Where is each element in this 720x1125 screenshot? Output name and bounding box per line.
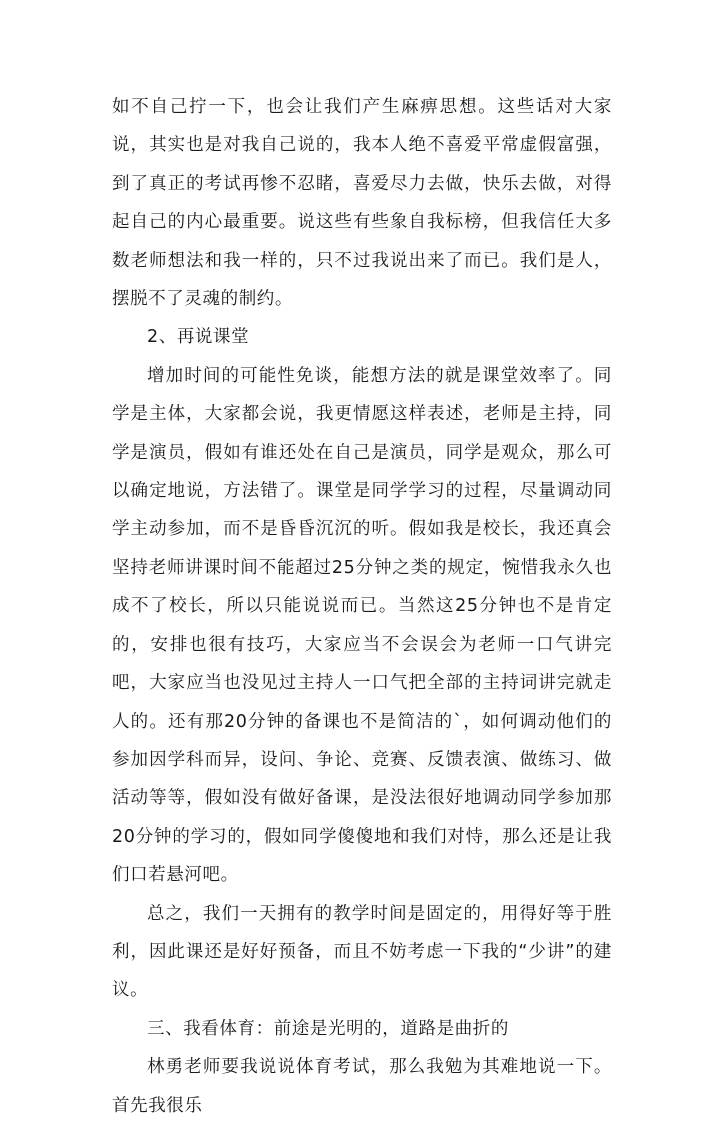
section-heading-sports: 三、我看体育：前途是光明的，道路是曲折的	[147, 1018, 509, 1039]
paragraph-classroom: 增加时间的可能性免谈，能想方法的就是课堂效率了。同学是主体，大家都会说，我更情愿这样表述，老师是主持，同学是演员，假如有谁还处在自己是演员，同学是观众，那么可以确定地说，方法错了。课堂是同学学习的过程，尽量调动同学主动参加，而不是昏昏沉沉的听。假如我是校长，我还真会坚持老师讲课时间不能超过25分钟之类的规定，惋惜我永久也成不了校长，所以只能说说而已。当然这25分钟也不是肯定的，安排也很有技巧，大家应当不会误会为老师一口气讲完吧，大家应当也没见过主持人一口气把全部的主持词讲完就走人的。还有那20分钟的备课也不是简洁的`，如何调动他们的参加因学科而异，设问、争论、竞赛、反馈表演、做练习、做活动等等，假如没有做好备课，是没法很好地调动同学参加那20分钟的学习的，假如同学傻傻地和我们对恃，那么还是让我们口若悬河吧。	[112, 365, 612, 886]
section-heading-classroom: 2、再说课堂	[147, 327, 250, 348]
paragraph-sports: 林勇老师要我说说体育考试，那么我勉为其难地说一下。首先我很乐	[112, 1057, 612, 1116]
paragraph-summary: 总之，我们一天拥有的教学时间是固定的，用得好等于胜利，因此课还是好好预备，而且不妨考虑一下我的“少讲”的建议。	[112, 903, 612, 1001]
body-text	[112, 88, 612, 1125]
paragraph-continuation: 如不自己拧一下，也会让我们产生麻痹思想。这些话对大家说，其实也是对我自己说的，我本人绝不喜爱平常虚假富强，到了真正的考试再惨不忍睹，喜爱尽力去做，快乐去做，对得起自己的内心最重要。说这些有些象自我标榜，但我信任大多数老师想法和我一样的，只不过我说出来了而已。我们是人，摆脱不了灵魂的制约。	[112, 97, 612, 310]
